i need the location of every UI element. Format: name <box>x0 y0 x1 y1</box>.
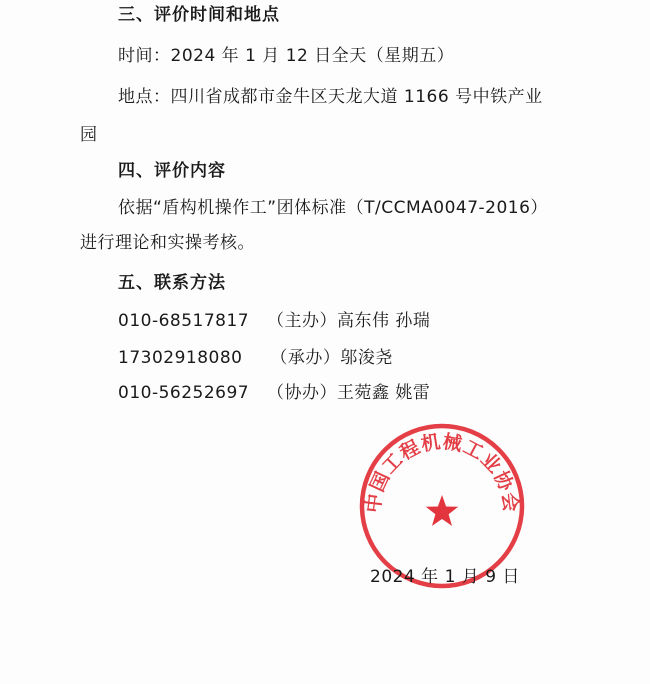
contact-phone: 010-68517817 <box>118 311 250 331</box>
evaluation-location-line2: 园 <box>80 125 98 145</box>
evaluation-location-line1: 地点：四川省成都市金牛区天龙大道 1166 号中铁产业 <box>118 87 543 107</box>
evaluation-content-line2: 进行理论和实操考核。 <box>80 233 255 253</box>
contact-row <box>118 310 430 332</box>
contact-role: （承办） <box>270 348 341 368</box>
evaluation-content-line1: 依据“盾构机操作工”团体标准（T/CCMA0047-2016） <box>118 198 548 218</box>
contact-phone: 010-56252697 <box>118 383 250 403</box>
section4-heading: 四、评价内容 <box>118 161 226 181</box>
signature-date: 2024 年 1 月 9 日 <box>370 567 520 587</box>
contact-names: 王菀鑫 姚雷 <box>337 383 431 403</box>
section5-heading: 五、联系方法 <box>118 273 226 293</box>
svg-text:中国工程机械工业协会: 中国工程机械工业协会 <box>362 430 522 514</box>
contact-role: （协办） <box>267 383 338 403</box>
contact-row <box>118 347 393 369</box>
official-seal <box>358 422 526 590</box>
contact-phone: 17302918080 <box>118 348 243 368</box>
seal-star-icon <box>426 495 458 526</box>
contact-role: （主办） <box>267 311 338 331</box>
contact-row <box>118 382 430 404</box>
contact-names: 高东伟 孙瑞 <box>337 311 431 331</box>
section3-heading: 三、评价时间和地点 <box>118 5 280 25</box>
contact-names: 邬浚尧 <box>340 348 393 368</box>
evaluation-time: 时间：2024 年 1 月 12 日全天（星期五） <box>118 46 455 66</box>
